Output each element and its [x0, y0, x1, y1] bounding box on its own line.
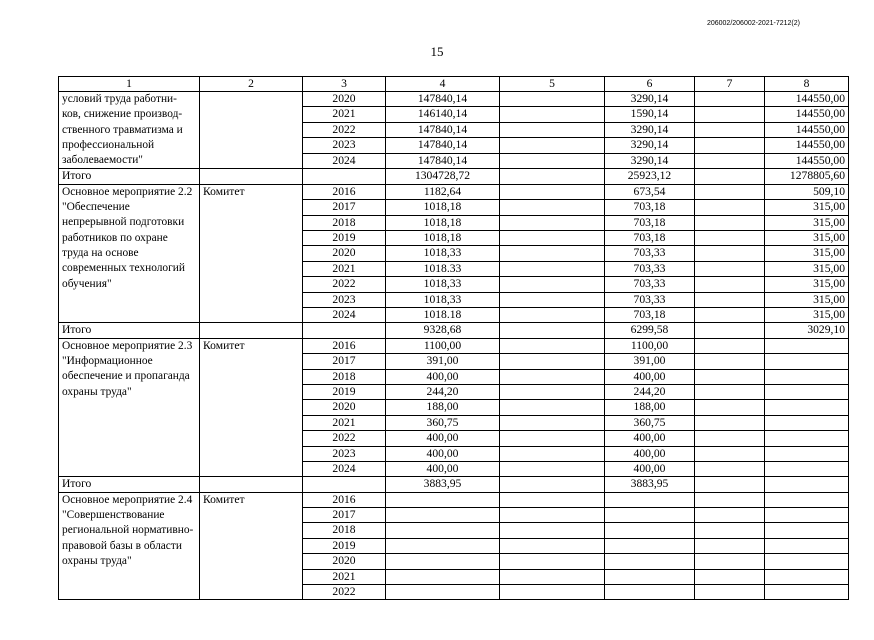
col8-amount-cell — [765, 585, 849, 600]
col7-cell — [695, 153, 765, 169]
total-label: Итого — [59, 323, 200, 338]
col7-cell — [695, 308, 765, 323]
total-amount-cell: 1304728,72 — [386, 169, 500, 184]
year-cell: 2016 — [303, 338, 386, 353]
col7-cell — [695, 492, 765, 507]
col5-cell — [500, 354, 605, 369]
col5-cell — [500, 277, 605, 292]
col5-cell — [500, 431, 605, 446]
col8-amount-cell: 1278805,60 — [765, 169, 849, 184]
col5-cell — [500, 200, 605, 215]
total-amount-cell — [386, 492, 500, 507]
col8-amount-cell: 315,00 — [765, 277, 849, 292]
col8-amount-cell: 315,00 — [765, 246, 849, 261]
col6-amount-cell: 3290,14 — [605, 138, 695, 153]
total-amount-cell: 400,00 — [386, 446, 500, 461]
year-cell: 2022 — [303, 122, 386, 137]
col6-amount-cell — [605, 538, 695, 553]
year-cell: 2018 — [303, 215, 386, 230]
total-amount-cell: 1018,33 — [386, 246, 500, 261]
col8-amount-cell — [765, 354, 849, 369]
col7-cell — [695, 92, 765, 107]
total-amount-cell: 1018,33 — [386, 277, 500, 292]
col7-cell — [695, 384, 765, 399]
empty-cell — [303, 169, 386, 184]
col7-cell — [695, 354, 765, 369]
total-amount-cell: 400,00 — [386, 431, 500, 446]
total-amount-cell: 400,00 — [386, 461, 500, 476]
col6-amount-cell: 1100,00 — [605, 338, 695, 353]
col7-cell — [695, 538, 765, 553]
col7-cell — [695, 523, 765, 538]
col7-cell — [695, 585, 765, 600]
total-amount-cell: 1018,18 — [386, 231, 500, 246]
col8-amount-cell: 144550,00 — [765, 153, 849, 169]
col8-amount-cell: 315,00 — [765, 292, 849, 307]
total-amount-cell: 400,00 — [386, 369, 500, 384]
col5-cell — [500, 308, 605, 323]
col5-cell — [500, 569, 605, 584]
executor-cell — [200, 92, 303, 169]
year-cell: 2021 — [303, 261, 386, 276]
col5-cell — [500, 492, 605, 507]
col5-cell — [500, 400, 605, 415]
col8-amount-cell — [765, 369, 849, 384]
col8-amount-cell — [765, 384, 849, 399]
col5-cell — [500, 138, 605, 153]
executor-cell: Комитет — [200, 492, 303, 600]
col7-cell — [695, 415, 765, 430]
total-amount-cell: 147840,14 — [386, 138, 500, 153]
column-header: 2 — [200, 77, 303, 92]
col5-cell — [500, 122, 605, 137]
column-header: 7 — [695, 77, 765, 92]
col5-cell — [500, 153, 605, 169]
total-amount-cell: 360,75 — [386, 415, 500, 430]
col6-amount-cell: 3290,14 — [605, 153, 695, 169]
year-cell: 2016 — [303, 492, 386, 507]
total-amount-cell: 1018.18 — [386, 308, 500, 323]
col8-amount-cell: 315,00 — [765, 231, 849, 246]
year-cell: 2023 — [303, 138, 386, 153]
executor-cell: Комитет — [200, 338, 303, 477]
col6-amount-cell — [605, 508, 695, 523]
col5-cell — [500, 231, 605, 246]
column-header: 6 — [605, 77, 695, 92]
total-label: Итого — [59, 477, 200, 492]
col6-amount-cell: 703,33 — [605, 246, 695, 261]
total-amount-cell: 1018.33 — [386, 261, 500, 276]
col5-cell — [500, 107, 605, 122]
col8-amount-cell: 315,00 — [765, 200, 849, 215]
col8-amount-cell: 315,00 — [765, 308, 849, 323]
total-amount-cell: 188,00 — [386, 400, 500, 415]
year-cell: 2017 — [303, 354, 386, 369]
col5-cell — [500, 369, 605, 384]
year-cell: 2021 — [303, 415, 386, 430]
col8-amount-cell: 3029,10 — [765, 323, 849, 338]
col6-amount-cell: 3883,95 — [605, 477, 695, 492]
col7-cell — [695, 338, 765, 353]
col5-cell — [500, 585, 605, 600]
year-cell: 2018 — [303, 369, 386, 384]
col6-amount-cell: 391,00 — [605, 354, 695, 369]
year-cell: 2020 — [303, 400, 386, 415]
page-number: 15 — [430, 44, 444, 59]
total-amount-cell: 1182,64 — [386, 184, 500, 199]
column-header: 5 — [500, 77, 605, 92]
col5-cell — [500, 215, 605, 230]
year-cell: 2023 — [303, 446, 386, 461]
total-amount-cell — [386, 569, 500, 584]
col5-cell — [500, 384, 605, 399]
year-cell: 2023 — [303, 292, 386, 307]
col7-cell — [695, 508, 765, 523]
total-amount-cell: 147840,14 — [386, 153, 500, 169]
col6-amount-cell: 703,18 — [605, 215, 695, 230]
col7-cell — [695, 231, 765, 246]
col6-amount-cell: 25923,12 — [605, 169, 695, 184]
col8-amount-cell — [765, 415, 849, 430]
col5-cell — [500, 246, 605, 261]
col8-amount-cell: 144550,00 — [765, 138, 849, 153]
col7-cell — [695, 261, 765, 276]
col7-cell — [695, 477, 765, 492]
table-row — [59, 92, 849, 107]
col6-amount-cell — [605, 569, 695, 584]
col6-amount-cell: 703,33 — [605, 277, 695, 292]
col8-amount-cell — [765, 538, 849, 553]
col7-cell — [695, 277, 765, 292]
total-row — [59, 323, 849, 338]
col8-amount-cell: 144550,00 — [765, 122, 849, 137]
total-amount-cell — [386, 523, 500, 538]
col8-amount-cell — [765, 431, 849, 446]
total-amount-cell: 3883,95 — [386, 477, 500, 492]
year-cell: 2020 — [303, 554, 386, 569]
col8-amount-cell — [765, 338, 849, 353]
table-row — [59, 184, 849, 199]
col7-cell — [695, 169, 765, 184]
col6-amount-cell: 673,54 — [605, 184, 695, 199]
col6-amount-cell: 3290,14 — [605, 122, 695, 137]
col6-amount-cell — [605, 585, 695, 600]
activity-description: Основное мероприятие 2.3 "Информационное обеспечение и пропаганда охраны труда" — [59, 338, 200, 477]
col8-amount-cell — [765, 446, 849, 461]
year-cell: 2020 — [303, 246, 386, 261]
col7-cell — [695, 184, 765, 199]
col5-cell — [500, 184, 605, 199]
col8-amount-cell: 509,10 — [765, 184, 849, 199]
total-amount-cell: 1018,33 — [386, 292, 500, 307]
col6-amount-cell: 244,20 — [605, 384, 695, 399]
col6-amount-cell: 400,00 — [605, 446, 695, 461]
col6-amount-cell: 703,18 — [605, 200, 695, 215]
col7-cell — [695, 369, 765, 384]
year-cell: 2016 — [303, 184, 386, 199]
year-cell: 2024 — [303, 461, 386, 476]
col6-amount-cell: 703,33 — [605, 292, 695, 307]
column-header: 1 — [59, 77, 200, 92]
total-amount-cell: 146140,14 — [386, 107, 500, 122]
total-amount-cell: 1018,18 — [386, 200, 500, 215]
year-cell: 2022 — [303, 585, 386, 600]
document-id: 206002/206002-2021-7212(2) — [706, 20, 800, 27]
year-cell: 2019 — [303, 538, 386, 553]
col8-amount-cell: 315,00 — [765, 215, 849, 230]
col5-cell — [500, 446, 605, 461]
column-header: 4 — [386, 77, 500, 92]
year-cell: 2022 — [303, 277, 386, 292]
col7-cell — [695, 138, 765, 153]
column-header-row — [59, 77, 849, 92]
col7-cell — [695, 122, 765, 137]
col6-amount-cell: 400,00 — [605, 369, 695, 384]
total-amount-cell: 244,20 — [386, 384, 500, 399]
col5-cell — [500, 261, 605, 276]
total-amount-cell: 147840,14 — [386, 122, 500, 137]
col6-amount-cell: 703,18 — [605, 231, 695, 246]
year-cell: 2024 — [303, 153, 386, 169]
total-row — [59, 477, 849, 492]
col8-amount-cell — [765, 554, 849, 569]
col8-amount-cell — [765, 461, 849, 476]
col6-amount-cell: 400,00 — [605, 431, 695, 446]
total-label: Итого — [59, 169, 200, 184]
col7-cell — [695, 215, 765, 230]
col6-amount-cell: 400,00 — [605, 461, 695, 476]
total-row — [59, 169, 849, 184]
table-body — [59, 77, 849, 600]
col7-cell — [695, 246, 765, 261]
year-cell: 2021 — [303, 107, 386, 122]
col8-amount-cell — [765, 477, 849, 492]
col7-cell — [695, 400, 765, 415]
col8-amount-cell — [765, 492, 849, 507]
year-cell: 2022 — [303, 431, 386, 446]
total-amount-cell: 1018,18 — [386, 215, 500, 230]
year-cell: 2020 — [303, 92, 386, 107]
col7-cell — [695, 554, 765, 569]
total-amount-cell: 1100,00 — [386, 338, 500, 353]
activity-description: условий труда работни- ков, снижение производ- ственного травматизма и профессиональной заболеваемости" — [59, 92, 200, 169]
total-amount-cell — [386, 538, 500, 553]
col6-amount-cell: 188,00 — [605, 400, 695, 415]
table-row — [59, 338, 849, 353]
col8-amount-cell — [765, 400, 849, 415]
total-amount-cell: 147840,14 — [386, 92, 500, 107]
empty-cell — [200, 323, 303, 338]
col6-amount-cell: 3290,14 — [605, 92, 695, 107]
col6-amount-cell: 6299,58 — [605, 323, 695, 338]
col8-amount-cell: 144550,00 — [765, 92, 849, 107]
col6-amount-cell: 360,75 — [605, 415, 695, 430]
total-amount-cell: 391,00 — [386, 354, 500, 369]
col7-cell — [695, 446, 765, 461]
col7-cell — [695, 569, 765, 584]
year-cell: 2021 — [303, 569, 386, 584]
empty-cell — [303, 477, 386, 492]
col8-amount-cell — [765, 508, 849, 523]
col6-amount-cell: 703,33 — [605, 261, 695, 276]
executor-cell: Комитет — [200, 184, 303, 323]
col5-cell — [500, 523, 605, 538]
col5-cell — [500, 169, 605, 184]
year-cell: 2019 — [303, 231, 386, 246]
empty-cell — [200, 169, 303, 184]
total-amount-cell — [386, 585, 500, 600]
col5-cell — [500, 292, 605, 307]
budget-table — [58, 76, 849, 600]
total-amount-cell — [386, 554, 500, 569]
column-header: 3 — [303, 77, 386, 92]
col5-cell — [500, 477, 605, 492]
col7-cell — [695, 323, 765, 338]
col8-amount-cell: 315,00 — [765, 261, 849, 276]
year-cell: 2024 — [303, 308, 386, 323]
col6-amount-cell — [605, 523, 695, 538]
col5-cell — [500, 338, 605, 353]
col6-amount-cell: 703,18 — [605, 308, 695, 323]
col5-cell — [500, 323, 605, 338]
col7-cell — [695, 107, 765, 122]
table-row — [59, 492, 849, 507]
activity-description: Основное мероприятие 2.4 "Совершенствование региональной нормативно-правовой базы в области охраны труда" — [59, 492, 200, 600]
col7-cell — [695, 431, 765, 446]
col5-cell — [500, 92, 605, 107]
col6-amount-cell: 1590,14 — [605, 107, 695, 122]
col7-cell — [695, 200, 765, 215]
col8-amount-cell — [765, 569, 849, 584]
year-cell: 2017 — [303, 200, 386, 215]
empty-cell — [200, 477, 303, 492]
col6-amount-cell — [605, 492, 695, 507]
empty-cell — [303, 323, 386, 338]
col7-cell — [695, 292, 765, 307]
year-cell: 2017 — [303, 508, 386, 523]
year-cell: 2019 — [303, 384, 386, 399]
col5-cell — [500, 415, 605, 430]
col6-amount-cell — [605, 554, 695, 569]
col5-cell — [500, 508, 605, 523]
total-amount-cell — [386, 508, 500, 523]
col8-amount-cell — [765, 523, 849, 538]
col5-cell — [500, 538, 605, 553]
col5-cell — [500, 554, 605, 569]
total-amount-cell: 9328,68 — [386, 323, 500, 338]
year-cell: 2018 — [303, 523, 386, 538]
column-header: 8 — [765, 77, 849, 92]
activity-description: Основное мероприятие 2.2 "Обеспечение непрерывной подготовки работников по охране труда на основе современных технологий обучения" — [59, 184, 200, 323]
col7-cell — [695, 461, 765, 476]
col8-amount-cell: 144550,00 — [765, 107, 849, 122]
col5-cell — [500, 461, 605, 476]
